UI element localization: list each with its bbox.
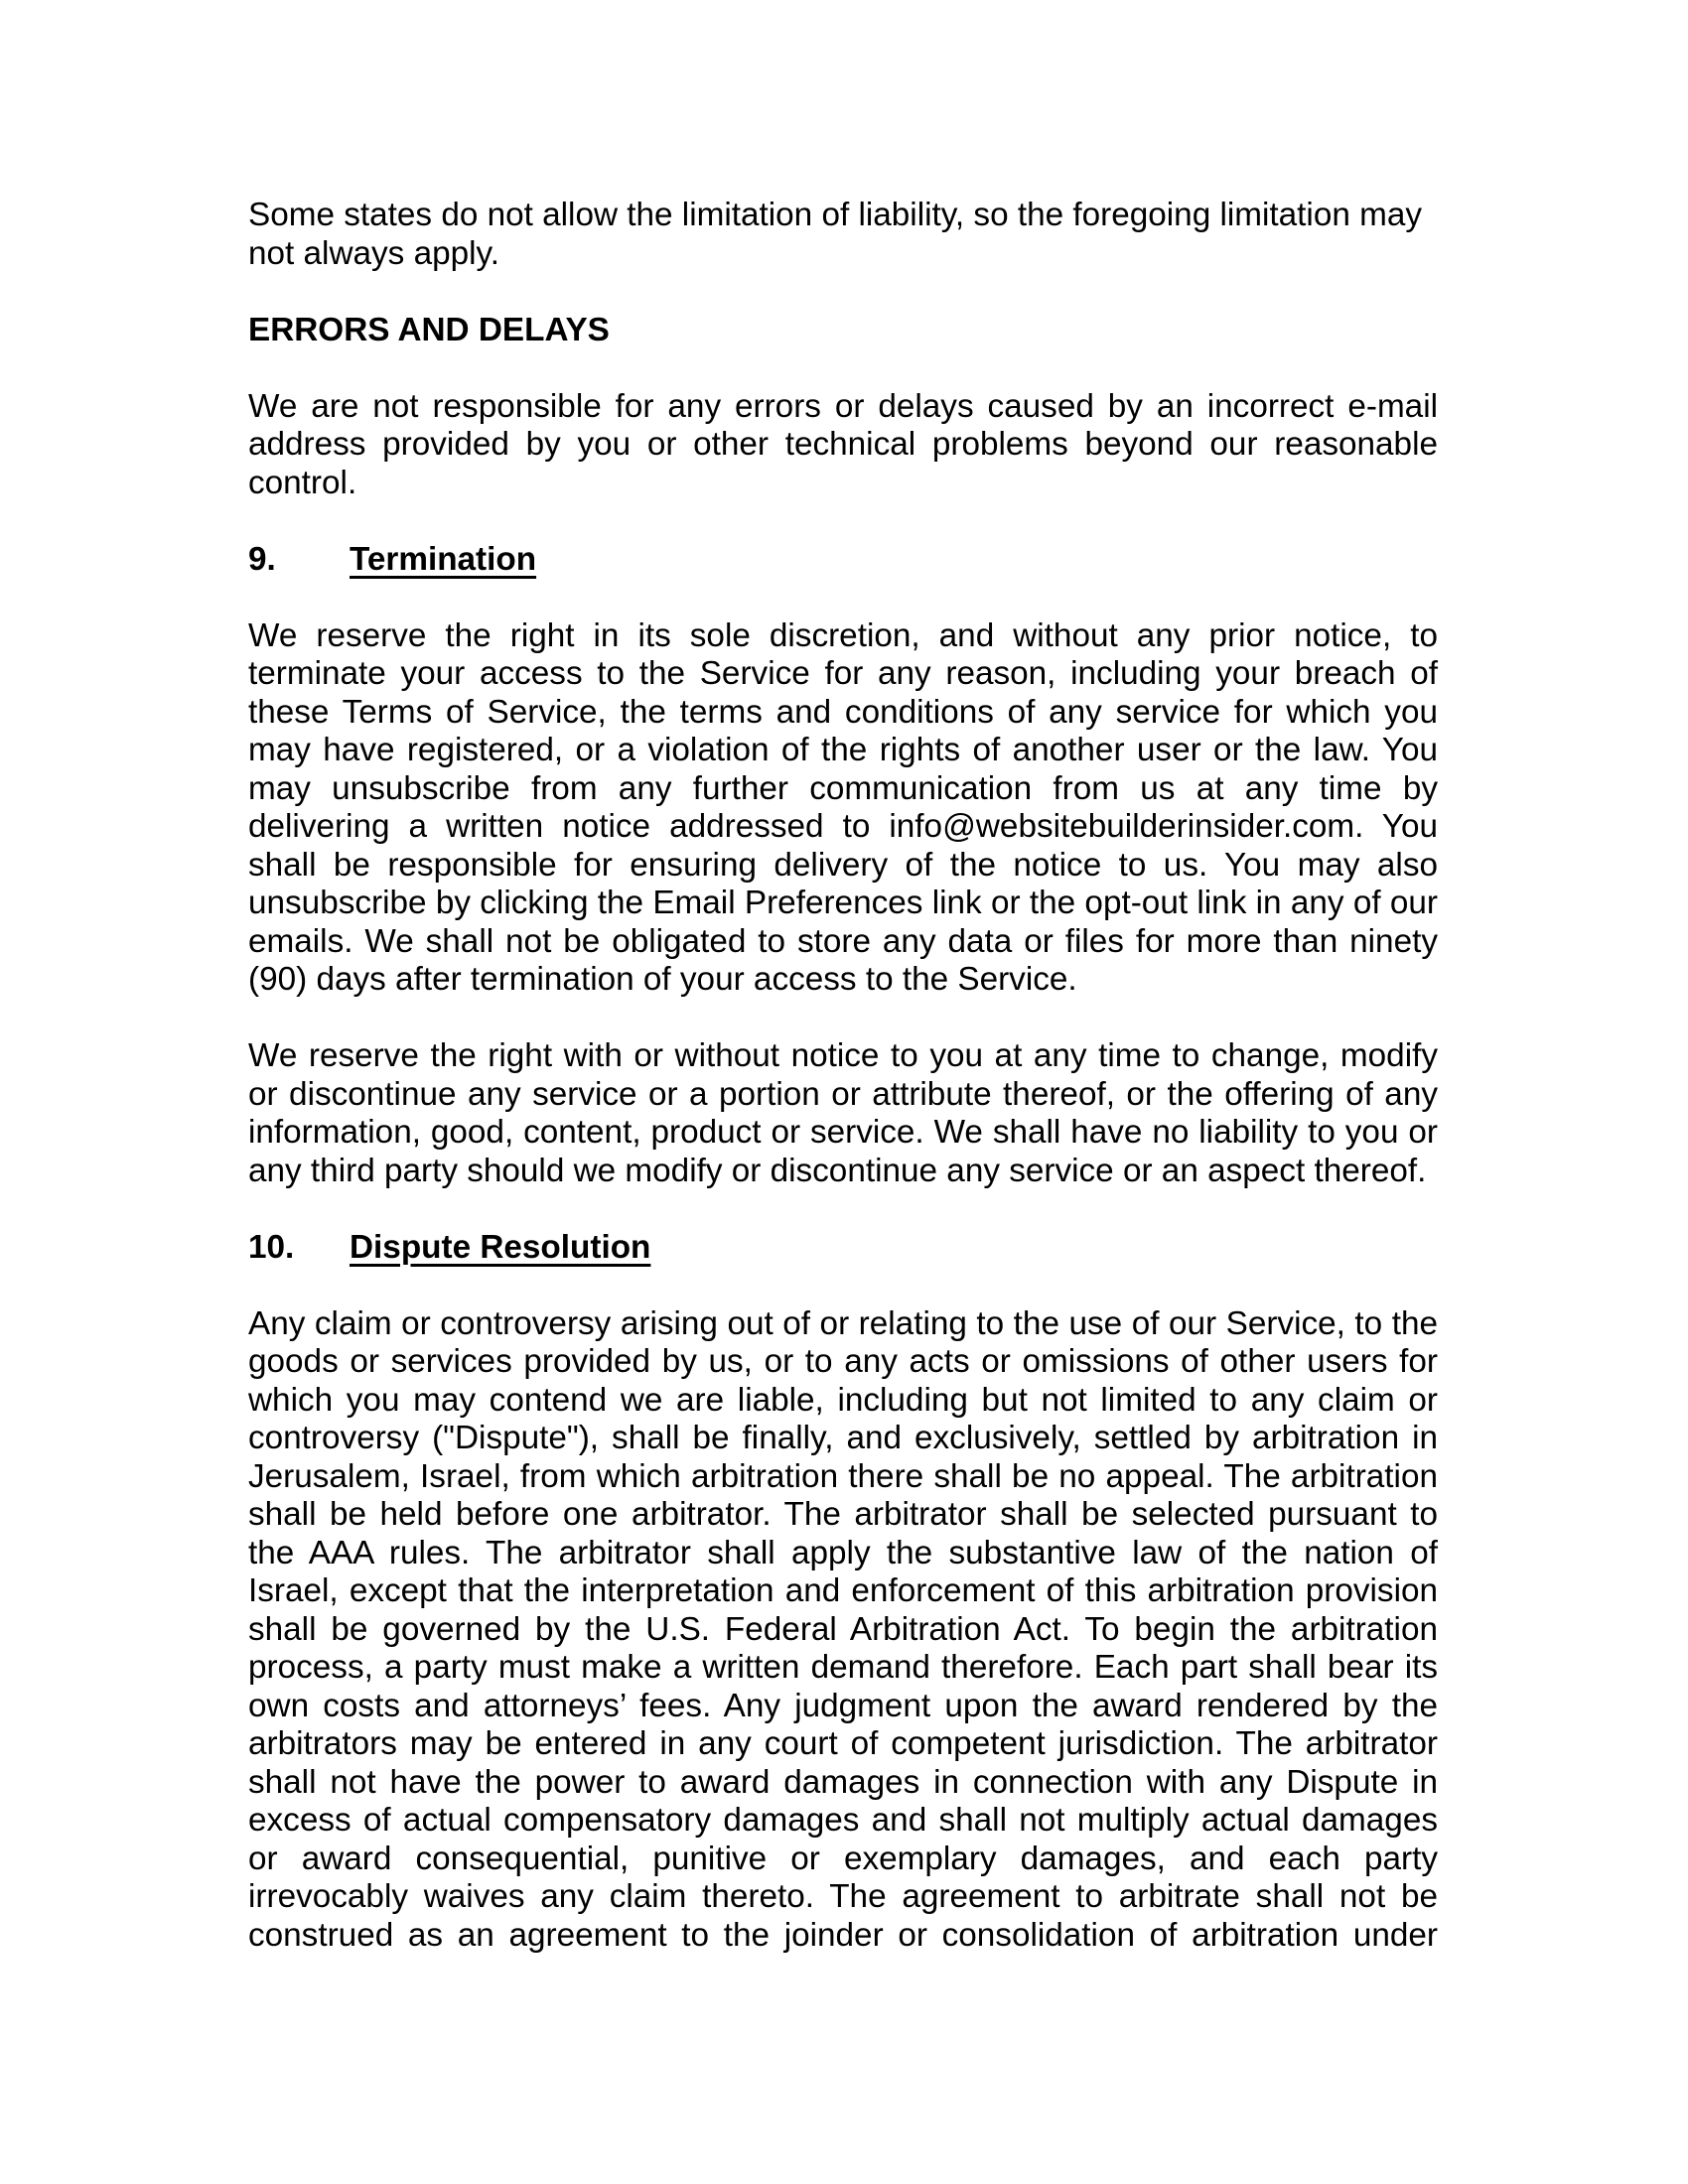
paragraph-termination-body-2: We reserve the right with or without notice to you at any time to change, modify or discontinue any service or a portion or attribute thereof, or the offering of any information, good, content, product or service. We shall have no liability to you or any third party should we modify or discontinue any service or an aspect thereof. xyxy=(248,1037,1438,1189)
heading-termination-title: Termination xyxy=(350,540,537,578)
heading-dispute-resolution-number: 10. xyxy=(248,1228,295,1266)
heading-errors-and-delays: ERRORS AND DELAYS xyxy=(248,311,610,348)
heading-dispute-resolution xyxy=(248,1229,1438,1268)
document-content xyxy=(248,197,1438,1993)
heading-termination-number: 9. xyxy=(248,540,276,578)
paragraph-dispute-resolution-body: Any claim or controversy arising out of or relating to the use of our Service, to the goods or services provided by us, or to any acts or omissions of other users for which you may contend we are liable, including but not limited to any claim or controversy ("Dispute"), shall be finally, and exclusively, settled by arbitration in Jerusalem, Israel, from which arbitration there shall be no appeal. The arbitration shall be held before one arbitrator. The arbitrator shall be selected pursuant to the AAA rules. The arbitrator shall apply the substantive law of the nation of Israel, except that the interpretation and enforcement of this arbitration provision shall be governed by the U.S. Federal Arbitration Act. To begin the arbitration process, a party must make a written demand therefore. Each part shall bear its own costs and attorneys’ fees. Any judgment upon the award rendered by the arbitrators may be entered in any court of competent jurisdiction. The arbitrator shall not have the power to award damages in connection with any Dispute in excess of actual compensatory damages and shall not multiply actual damages or award consequential, punitive or exemplary damages, and each party irrevocably waives any claim thereto. The agreement to arbitrate shall not be construed as an agreement to the joinder or consolidation of arbitration under xyxy=(248,1304,1438,1954)
paragraph-limitation-of-liability: Some states do not allow the limitation of liability, so the foregoing limitation may not always apply. xyxy=(248,197,1423,272)
paragraph-errors-and-delays-body: We are not responsible for any errors or delays caused by an incorrect e-mail address provided by you or other technical problems beyond our reasonable control. xyxy=(248,387,1438,501)
paragraph-termination-body-1: We reserve the right in its sole discretion, and without any prior notice, to terminate your access to the Service for any reason, including your breach of these Terms of Service, the terms and conditions of any service for which you may have registered, or a violation of the rights of another user or the law. You may unsubscribe from any further communication from us at any time by delivering a written notice addressed to info@websitebuilderinsider.com. You shall be responsible for ensuring delivery of the notice to us. You may also unsubscribe by clicking the Email Preferences link or the opt-out link in any of our emails. We shall not be obligated to store any data or files for more than ninety (90) days after termination of your access to the Service. xyxy=(248,616,1438,998)
heading-termination xyxy=(248,541,1438,580)
heading-dispute-resolution-title: Dispute Resolution xyxy=(350,1228,651,1266)
